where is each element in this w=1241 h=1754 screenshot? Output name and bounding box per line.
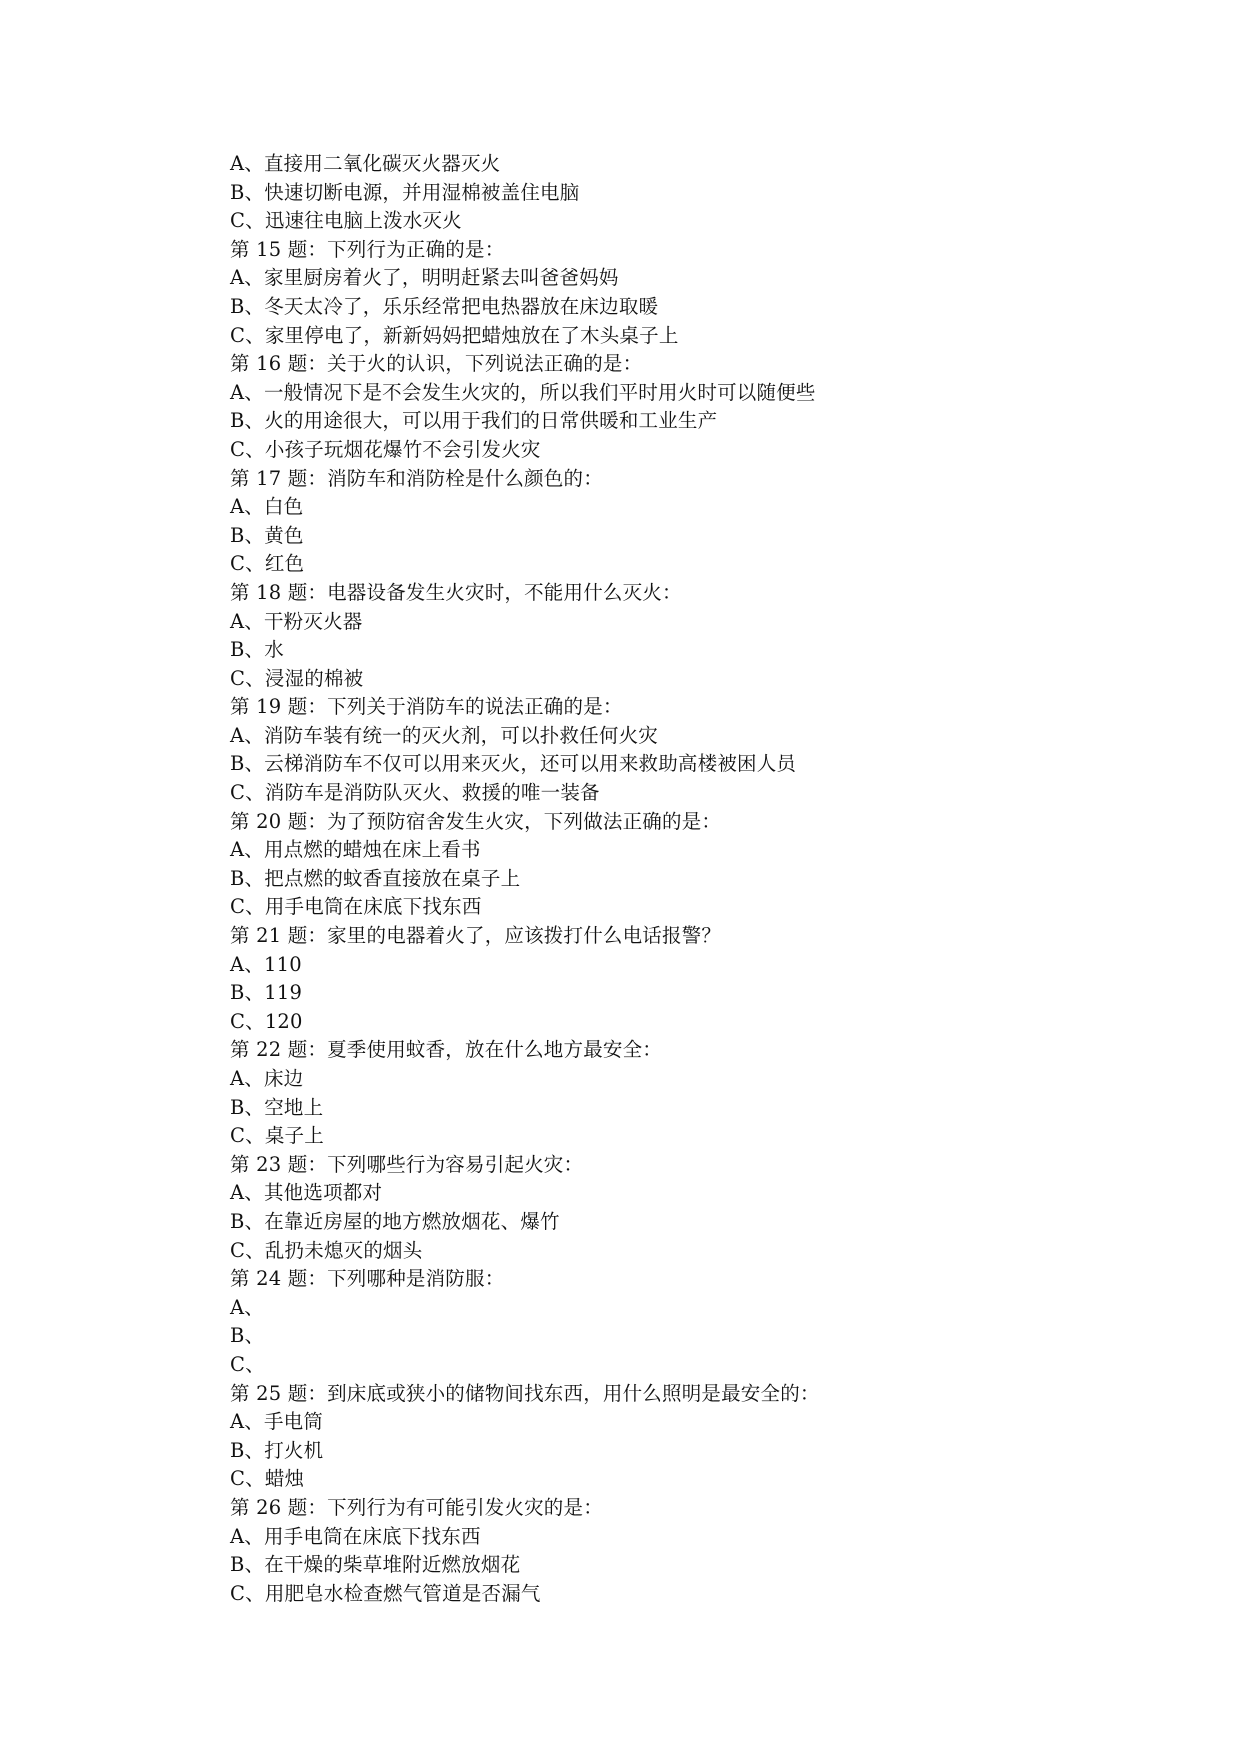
option-line: C、小孩子玩烟花爆竹不会引发火灾 bbox=[230, 437, 541, 461]
option-line: C、用肥皂水检查燃气管道是否漏气 bbox=[230, 1581, 541, 1605]
option-line: B、 bbox=[230, 1324, 265, 1348]
question-line: 第 22 题：夏季使用蚊香，放在什么地方最安全： bbox=[230, 1038, 663, 1062]
option-line: B、冬天太冷了，乐乐经常把电热器放在床边取暖 bbox=[230, 294, 659, 318]
option-line: C、红色 bbox=[230, 552, 305, 576]
question-line: 第 19 题：下列关于消防车的说法正确的是： bbox=[230, 695, 623, 719]
option-line: A、干粉灭火器 bbox=[230, 609, 363, 633]
option-line: B、119 bbox=[230, 981, 303, 1005]
option-line: B、在靠近房屋的地方燃放烟花、爆竹 bbox=[230, 1209, 560, 1233]
quiz-text-block bbox=[230, 150, 1180, 1608]
question-line: 第 18 题：电器设备发生火灾时，不能用什么灭火： bbox=[230, 580, 682, 604]
option-line: A、一般情况下是不会发生火灾的，所以我们平时用火时可以随便些 bbox=[230, 380, 816, 404]
option-line: A、家里厨房着火了，明明赶紧去叫爸爸妈妈 bbox=[230, 266, 619, 290]
question-line: 第 16 题：关于火的认识，下列说法正确的是： bbox=[230, 352, 643, 376]
option-line: B、水 bbox=[230, 638, 284, 662]
option-line: C、家里停电了，新新妈妈把蜡烛放在了木头桌子上 bbox=[230, 323, 679, 347]
option-line: C、桌子上 bbox=[230, 1124, 324, 1148]
option-line: B、快速切断电源，并用湿棉被盖住电脑 bbox=[230, 180, 580, 204]
question-line: 第 20 题：为了预防宿舍发生火灾，下列做法正确的是： bbox=[230, 809, 722, 833]
option-line: A、消防车装有统一的灭火剂，可以扑救任何火灾 bbox=[230, 723, 658, 747]
option-line: A、110 bbox=[230, 952, 302, 976]
option-line: B、空地上 bbox=[230, 1095, 324, 1119]
option-line: C、消防车是消防队灭火、救援的唯一装备 bbox=[230, 781, 600, 805]
option-line: A、白色 bbox=[230, 495, 304, 519]
question-line: 第 24 题：下列哪种是消防服： bbox=[230, 1267, 505, 1291]
option-line: C、 bbox=[230, 1352, 265, 1376]
option-line: B、在干燥的柴草堆附近燃放烟花 bbox=[230, 1553, 521, 1577]
question-line: 第 21 题：家里的电器着火了，应该拨打什么电话报警？ bbox=[230, 924, 722, 948]
option-line: B、把点燃的蚊香直接放在桌子上 bbox=[230, 866, 521, 890]
option-line: A、床边 bbox=[230, 1067, 304, 1090]
question-line: 第 23 题：下列哪些行为容易引起火灾： bbox=[230, 1152, 584, 1176]
option-line: B、云梯消防车不仅可以用来灭火，还可以用来救助高楼被困人员 bbox=[230, 752, 797, 776]
question-line: 第 26 题：下列行为有可能引发火灾的是： bbox=[230, 1495, 603, 1519]
option-line: A、用点燃的蜡烛在床上看书 bbox=[230, 838, 481, 862]
option-line: C、蜡烛 bbox=[230, 1467, 305, 1491]
option-line: C、用手电筒在床底下找东西 bbox=[230, 895, 482, 919]
option-line: C、迅速往电脑上泼水灭火 bbox=[230, 209, 462, 233]
option-line: A、 bbox=[230, 1295, 264, 1319]
option-line: C、120 bbox=[230, 1009, 303, 1033]
option-line: A、其他选项都对 bbox=[230, 1181, 383, 1205]
option-line: A、手电筒 bbox=[230, 1410, 324, 1434]
option-line: A、直接用二氧化碳灭火器灭火 bbox=[230, 152, 501, 175]
question-line: 第 15 题：下列行为正确的是： bbox=[230, 237, 505, 261]
option-line: B、打火机 bbox=[230, 1438, 324, 1462]
option-line: B、火的用途很大，可以用于我们的日常供暖和工业生产 bbox=[230, 409, 718, 433]
question-line: 第 17 题：消防车和消防栓是什么颜色的： bbox=[230, 466, 603, 490]
option-line: B、黄色 bbox=[230, 523, 304, 547]
option-line: A、用手电筒在床底下找东西 bbox=[230, 1524, 481, 1548]
question-line: 第 25 题：到床底或狭小的储物间找东西，用什么照明是最安全的： bbox=[230, 1381, 820, 1405]
option-line: C、浸湿的棉被 bbox=[230, 666, 364, 690]
option-line: C、乱扔未熄灭的烟头 bbox=[230, 1238, 423, 1262]
